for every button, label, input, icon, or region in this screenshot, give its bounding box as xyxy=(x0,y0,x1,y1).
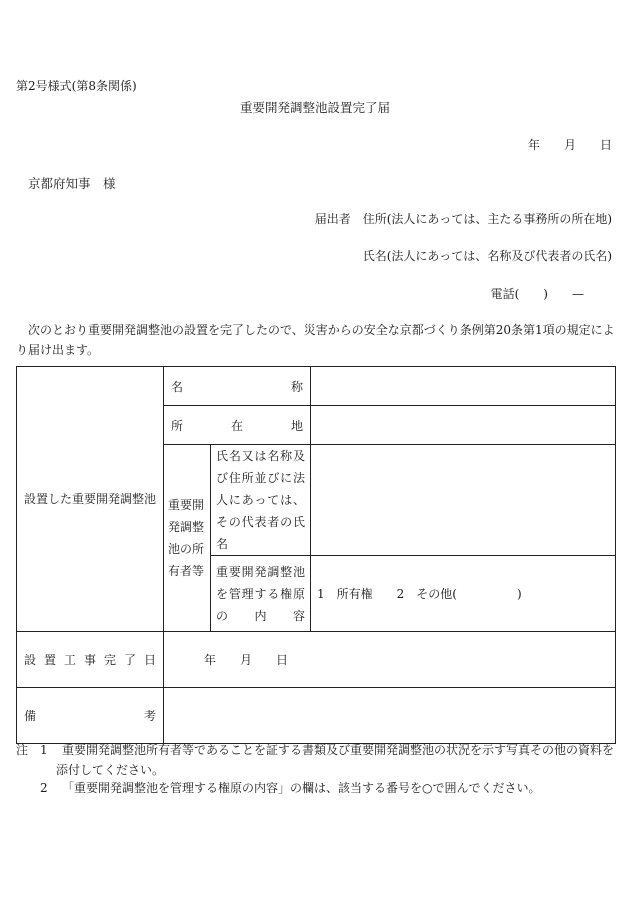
note-2-number: 2 xyxy=(40,781,48,795)
applicant-address: 届出者 住所(法人にあっては、主たる事務所の所在地) xyxy=(314,212,612,226)
owner-name-label-cell xyxy=(211,445,311,556)
owner-name-value-cell[interactable] xyxy=(311,445,616,556)
owner-group-cell xyxy=(164,445,211,632)
authority-label: 重要開発調整池を管理する権原の内容 xyxy=(216,564,306,623)
body-text: 次のとおり重要開発調整池の設置を完了したので、災害からの安全な京都づくり条例第20条第1項の規定により届け出ます。 xyxy=(16,323,615,357)
date-line: 年 月 日 xyxy=(527,138,612,152)
group-label-cell xyxy=(17,367,164,632)
name-label: 名称 xyxy=(171,379,304,394)
note-prefix: 注 xyxy=(16,743,29,757)
owner-group-label: 重要開発調整池の所有者等 xyxy=(168,498,205,578)
group-label: 設置した重要開発調整池 xyxy=(24,492,157,506)
owner-name-label: 氏名又は名称及び住所並びに法人にあっては、その代表者の氏名 xyxy=(216,449,306,551)
note-1-body: 重要開発調整池所有者等であることを証する書類及び重要開発調整池の状況を示す写真その他の資料を添付してください。 xyxy=(56,743,615,777)
name-value-cell[interactable] xyxy=(311,367,616,406)
location-value-cell[interactable] xyxy=(311,406,616,445)
applicant-name: 氏名(法人にあっては、名称及び代表者の氏名) xyxy=(362,249,612,263)
completion-label: 設置工事完了日 xyxy=(24,653,156,667)
form-number: 第2号様式(第8条関係) xyxy=(16,79,137,93)
location-label-cell xyxy=(164,406,311,445)
completion-value-cell[interactable] xyxy=(164,632,616,688)
authority-value-cell[interactable] xyxy=(311,556,616,632)
note-1-number: 1 xyxy=(40,743,48,757)
completion-label-cell xyxy=(17,632,164,688)
applicant-phone: 電話( ) — xyxy=(490,287,584,301)
authority-options: 1 所有権 2 その他( ) xyxy=(317,587,522,601)
form-table xyxy=(16,366,616,744)
remarks-label: 備考 xyxy=(24,709,156,723)
name-label-cell xyxy=(164,367,311,406)
note-1-text xyxy=(56,740,618,780)
addressee: 京都府知事 様 xyxy=(28,176,116,191)
table-row xyxy=(17,632,616,688)
location-label: 所在地 xyxy=(171,418,304,433)
remarks-value-cell[interactable] xyxy=(164,688,616,744)
table-row xyxy=(17,688,616,744)
completion-date-placeholder: 年 月 日 xyxy=(204,653,289,667)
table-row xyxy=(17,367,616,406)
authority-label-cell xyxy=(211,556,311,632)
remarks-label-cell xyxy=(17,688,164,744)
note-2-text: 「重要開発調整池を管理する権原の内容」の欄は、該当する番号を○で囲んでください。 xyxy=(62,781,541,795)
document-title: 重要開発調整池設置完了届 xyxy=(239,100,390,115)
